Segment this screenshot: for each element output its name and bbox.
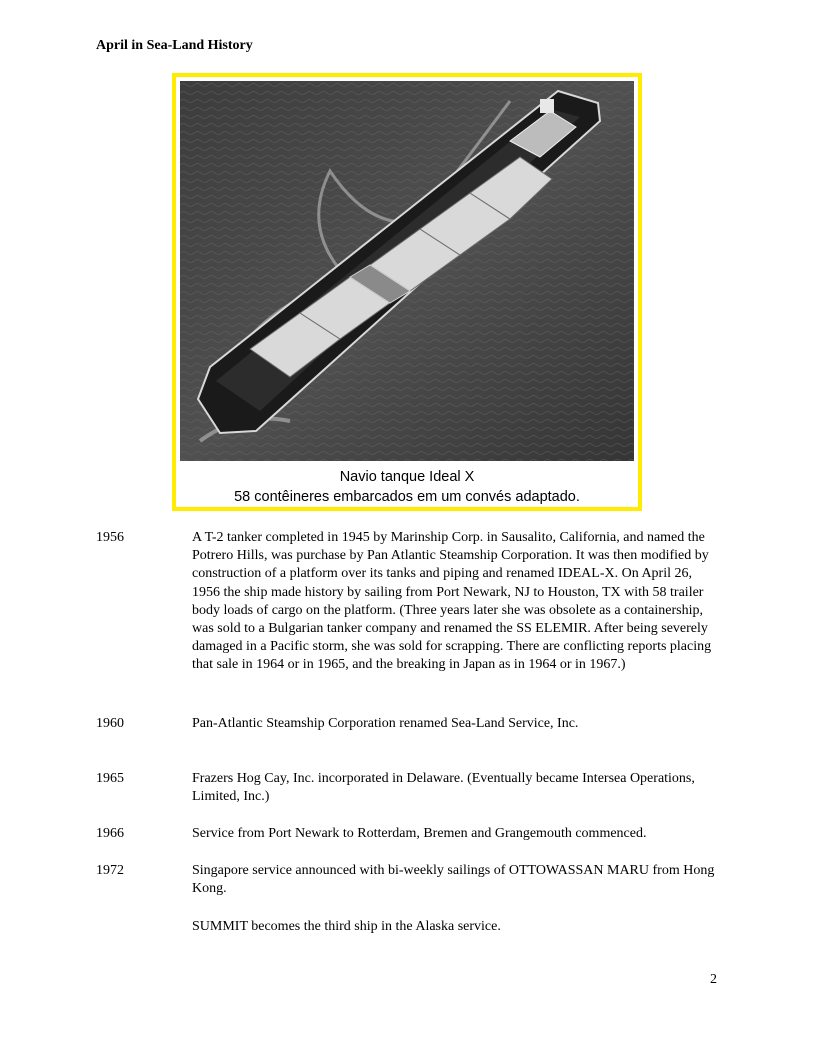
photo-caption — [176, 467, 638, 507]
ship-photo — [180, 81, 634, 461]
entry-text: Pan-Atlantic Steamship Corporation renamed Sea-Land Service, Inc. — [192, 716, 579, 731]
entry-text: Singapore service announced with bi-weekly sailings of OTTOWASSAN MARU from Hong Kong. — [192, 863, 715, 897]
entry-year: 1960 — [96, 716, 124, 731]
entry-text: SUMMIT becomes the third ship in the Alaska service. — [192, 919, 501, 934]
page-title: April in Sea-Land History — [96, 38, 253, 53]
entry-year: 1966 — [96, 826, 124, 841]
entry-year: 1965 — [96, 771, 124, 786]
entry-text: A T-2 tanker completed in 1945 by Marinship Corp. in Sausalito, California, and named the Potrero Hills, was purchase by Pan Atlantic Steamship Corporation. It was then modified by construction of a platform over its tanks and piping and renamed IDEAL-X. On April 26, 1956 the ship made history by sailing from Port Newark, NJ to Houston, TX with 58 trailer body loads of cargo on the platform. (Three years later she was obsolete as a containership, was sold to a Bulgarian tanker company and renamed the SS ELEMIR. After being severely damaged in a Pacific storm, she was sold for scrapping. There are conflicting reports placing that sale in 1964 or in 1965, and the breaking in Japan as in 1964 or in 1967.) — [192, 530, 712, 673]
entry-year: 1972 — [96, 863, 124, 878]
entry-text: Service from Port Newark to Rotterdam, Bremen and Grangemouth commenced. — [192, 826, 647, 841]
caption-line-1: Navio tanque Ideal X — [339, 469, 475, 485]
page-number: 2 — [710, 972, 717, 987]
ship-photo-frame — [172, 73, 642, 511]
entry-text: Frazers Hog Cay, Inc. incorporated in Delaware. (Eventually became Intersea Operations, Limited, Inc.) — [192, 771, 695, 805]
entry-year: 1956 — [96, 530, 124, 545]
caption-line-2: 58 contêineres embarcados em um convés adaptado. — [234, 489, 580, 505]
